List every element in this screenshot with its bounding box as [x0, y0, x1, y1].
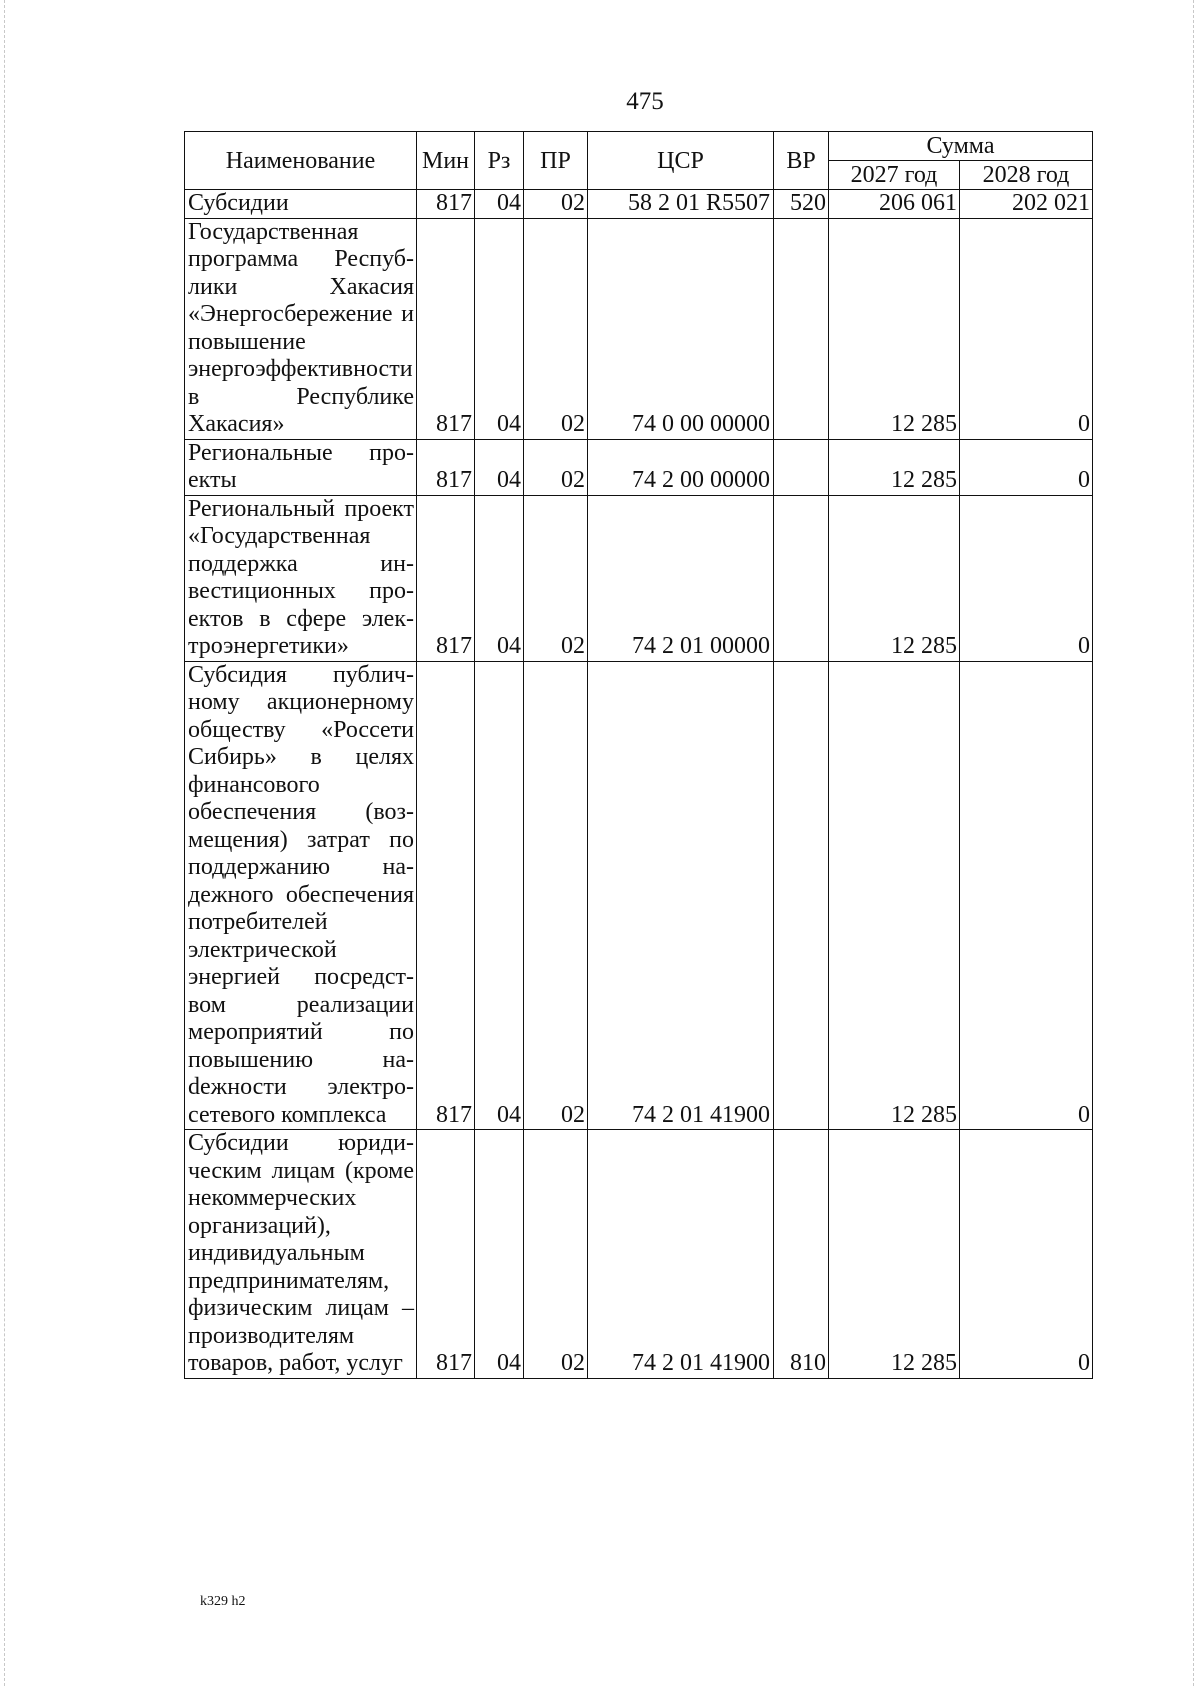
- row-sum-2027: 12 285: [829, 495, 960, 661]
- row-vr: [774, 661, 829, 1130]
- row-name: Региональные проекты: [185, 439, 417, 495]
- row-sum-2028: 0: [960, 1130, 1093, 1379]
- row-name: Региональный проект «Государственная поддержка инвестиционных проектов в сфере электроэнергетики»: [185, 495, 417, 661]
- row-rz: 04: [475, 1130, 524, 1379]
- row-vr: [774, 439, 829, 495]
- row-min: 817: [417, 1130, 475, 1379]
- row-vr: 520: [774, 190, 829, 219]
- row-min: 817: [417, 439, 475, 495]
- table-row: [185, 439, 1093, 495]
- row-min: 817: [417, 495, 475, 661]
- row-pr: 02: [524, 1130, 588, 1379]
- row-sum-2028: 0: [960, 495, 1093, 661]
- row-pr: 02: [524, 190, 588, 219]
- header-vr: ВР: [774, 132, 829, 190]
- row-csr: 74 0 00 00000: [588, 218, 774, 439]
- table-row: [185, 495, 1093, 661]
- row-vr: [774, 495, 829, 661]
- row-pr: 02: [524, 439, 588, 495]
- header-pr: ПР: [524, 132, 588, 190]
- row-csr: 74 2 01 41900: [588, 1130, 774, 1379]
- header-min: Мин: [417, 132, 475, 190]
- row-min: 817: [417, 218, 475, 439]
- row-name: Субсидии юридическим лицам (кроме некоммерческих организаций), индивидуальным предпринимателям, физическим лицам – производителям товаров, работ, услуг: [185, 1130, 417, 1379]
- row-csr: 74 2 01 00000: [588, 495, 774, 661]
- header-csr: ЦСР: [588, 132, 774, 190]
- row-min: 817: [417, 661, 475, 1130]
- page-number: 475: [626, 88, 664, 115]
- row-csr: 58 2 01 R5507: [588, 190, 774, 219]
- row-sum-2028: 0: [960, 439, 1093, 495]
- row-vr: 810: [774, 1130, 829, 1379]
- table-body: [185, 190, 1093, 1379]
- table-row: [185, 190, 1093, 219]
- row-pr: 02: [524, 495, 588, 661]
- header-sum: Сумма: [829, 132, 1093, 161]
- header-name: Наименование: [185, 132, 417, 190]
- row-vr: [774, 218, 829, 439]
- row-sum-2027: 12 285: [829, 218, 960, 439]
- row-sum-2028: 0: [960, 218, 1093, 439]
- scan-edge-left: [4, 0, 5, 1686]
- row-sum-2027: 12 285: [829, 1130, 960, 1379]
- row-csr: 74 2 00 00000: [588, 439, 774, 495]
- row-name: Субсидии: [185, 190, 417, 219]
- row-pr: 02: [524, 661, 588, 1130]
- header-year-2027: 2027 год: [829, 161, 960, 190]
- document-footer-code: k329 h2: [200, 1594, 246, 1609]
- row-name: Субсидия публичному акционерному обществу «Россети Сибирь» в целях финансового обеспечения (возмещения) затрат по поддержанию надежного обеспечения потребителей электрической энергией посредством реализации мероприятий по повышению наdежности электросетевого комплекса: [185, 661, 417, 1130]
- table-row: [185, 1130, 1093, 1379]
- row-name: Государственная программа Республики Хакасия «Энергосбережение и повышение энергоэффективности в Республике Хакасия»: [185, 218, 417, 439]
- row-sum-2027: 12 285: [829, 661, 960, 1130]
- row-rz: 04: [475, 661, 524, 1130]
- row-csr: 74 2 01 41900: [588, 661, 774, 1130]
- header-rz: Рз: [475, 132, 524, 190]
- budget-table: [184, 131, 1093, 1379]
- row-rz: 04: [475, 495, 524, 661]
- scan-edge-right: [1193, 0, 1194, 1686]
- table-header: [185, 132, 1093, 190]
- table-row: [185, 661, 1093, 1130]
- row-rz: 04: [475, 218, 524, 439]
- row-pr: 02: [524, 218, 588, 439]
- row-sum-2027: 206 061: [829, 190, 960, 219]
- header-year-2028: 2028 год: [960, 161, 1093, 190]
- row-sum-2027: 12 285: [829, 439, 960, 495]
- row-rz: 04: [475, 190, 524, 219]
- row-rz: 04: [475, 439, 524, 495]
- table-row: [185, 218, 1093, 439]
- row-min: 817: [417, 190, 475, 219]
- row-sum-2028: 202 021: [960, 190, 1093, 219]
- row-sum-2028: 0: [960, 661, 1093, 1130]
